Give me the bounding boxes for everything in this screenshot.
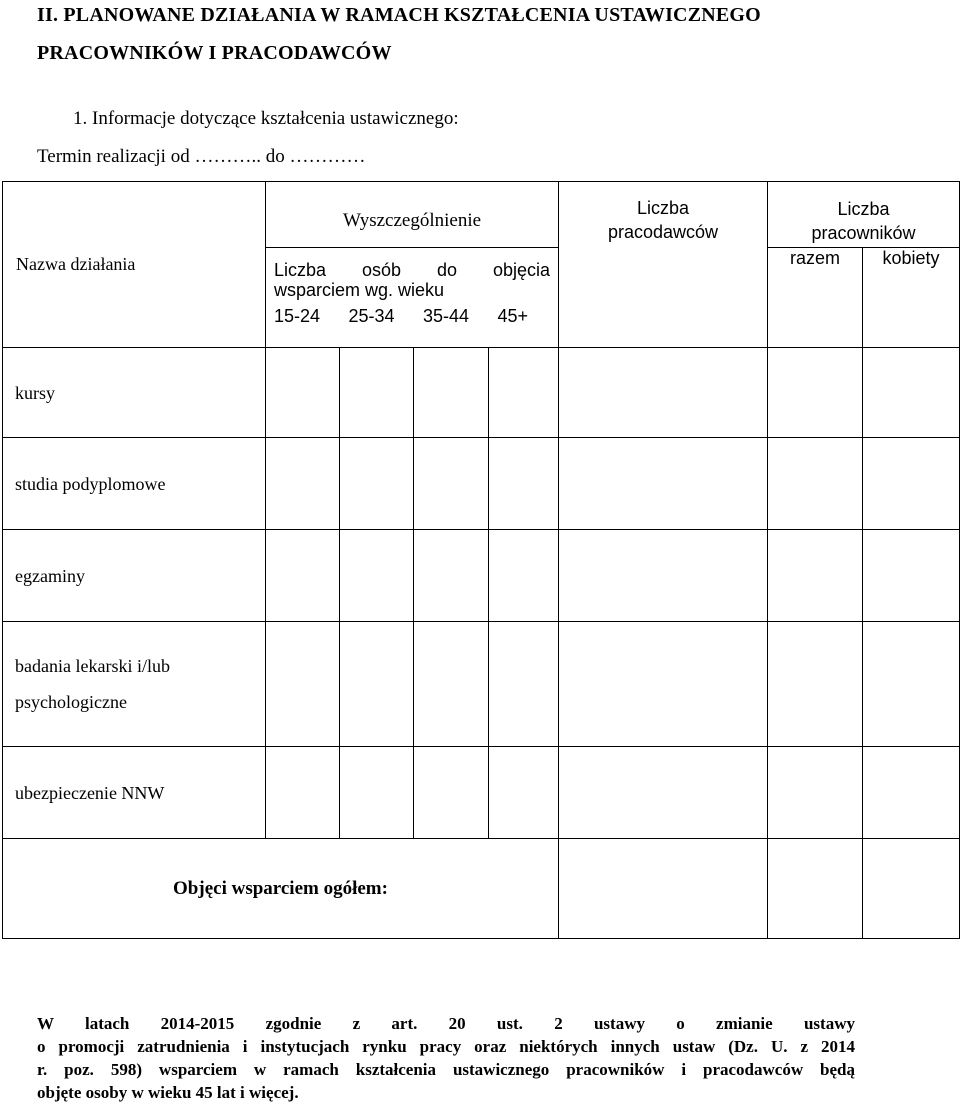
table-row — [3, 348, 960, 438]
header-nazwa-dzialania: Nazwa działania — [3, 182, 266, 348]
row-label-badania-l2: psychologiczne — [15, 692, 127, 712]
row-label-badania-l1: badania lekarski i/lub — [15, 656, 170, 676]
age-group-45-plus: 45+ — [497, 306, 528, 326]
age-group-15-24: 15-24 — [274, 306, 321, 326]
header-liczba-pracodawcow-l2: pracodawców — [607, 222, 719, 242]
note-line-3: r. poz. 598) wsparciem w ramach kształcenia ustawicznego pracowników i pracodawców będą — [37, 1060, 855, 1079]
age-groups — [274, 306, 550, 326]
header-liczba-pracodawcow — [559, 182, 768, 348]
row-label-badania — [3, 622, 266, 747]
age-group-35-44: 35-44 — [422, 306, 470, 326]
osoby-line-2: wsparciem wg. wieku — [274, 280, 445, 300]
row-label-nnw: ubezpieczenie NNW — [3, 747, 266, 839]
header-liczba-pracownikow-l1: Liczba — [837, 199, 890, 219]
header-liczba-pracownikow-l2: pracowników — [811, 223, 916, 243]
total-label: Objęci wsparciem ogółem: — [3, 839, 559, 939]
note-line-1: W latach 2014-2015 zgodnie z art. 20 ust. 2 ustawy o zmianie ustawy — [37, 1014, 855, 1033]
section-1-title: 1. Informacje dotyczące kształcenia ustawicznego: — [73, 108, 459, 129]
table-row — [3, 747, 960, 839]
section-heading — [37, 0, 761, 72]
term-field: Termin realizacji od ……….. do ………… — [37, 146, 366, 167]
legal-note — [37, 1012, 855, 1104]
header-wyszczegolnienie: Wyszczególnienie — [266, 182, 559, 248]
note-line-2: o promocji zatrudnienia i instytucjach rynku pracy oraz niektórych innych ustaw (Dz. U. z 2014 — [37, 1037, 855, 1056]
table-row — [3, 530, 960, 622]
table-row-total — [3, 839, 960, 939]
header-liczba-pracownikow — [768, 182, 960, 248]
row-label-egzaminy: egzaminy — [3, 530, 266, 622]
row-label-kursy: kursy — [3, 348, 266, 438]
heading-line-2: PRACOWNIKÓW I PRACODAWCÓW — [37, 42, 392, 64]
osoby-line-1: Liczba osób do objęcia — [274, 260, 550, 280]
header-kobiety: kobiety — [863, 248, 960, 348]
row-label-studia: studia podyplomowe — [3, 438, 266, 530]
age-group-25-34: 25-34 — [348, 306, 395, 326]
note-line-4: objęte osoby w wieku 45 lat i więcej. — [37, 1083, 299, 1102]
table-row — [3, 622, 960, 747]
header-liczba-pracodawcow-l1: Liczba — [636, 198, 690, 218]
header-razem: razem — [768, 248, 863, 348]
heading-line-1: II. PLANOWANE DZIAŁANIA W RAMACH KSZTAŁCENIA USTAWICZNEGO — [37, 4, 761, 26]
table-row — [3, 438, 960, 530]
training-plan-table — [2, 181, 960, 939]
header-osoby-wg-wieku — [266, 248, 559, 348]
